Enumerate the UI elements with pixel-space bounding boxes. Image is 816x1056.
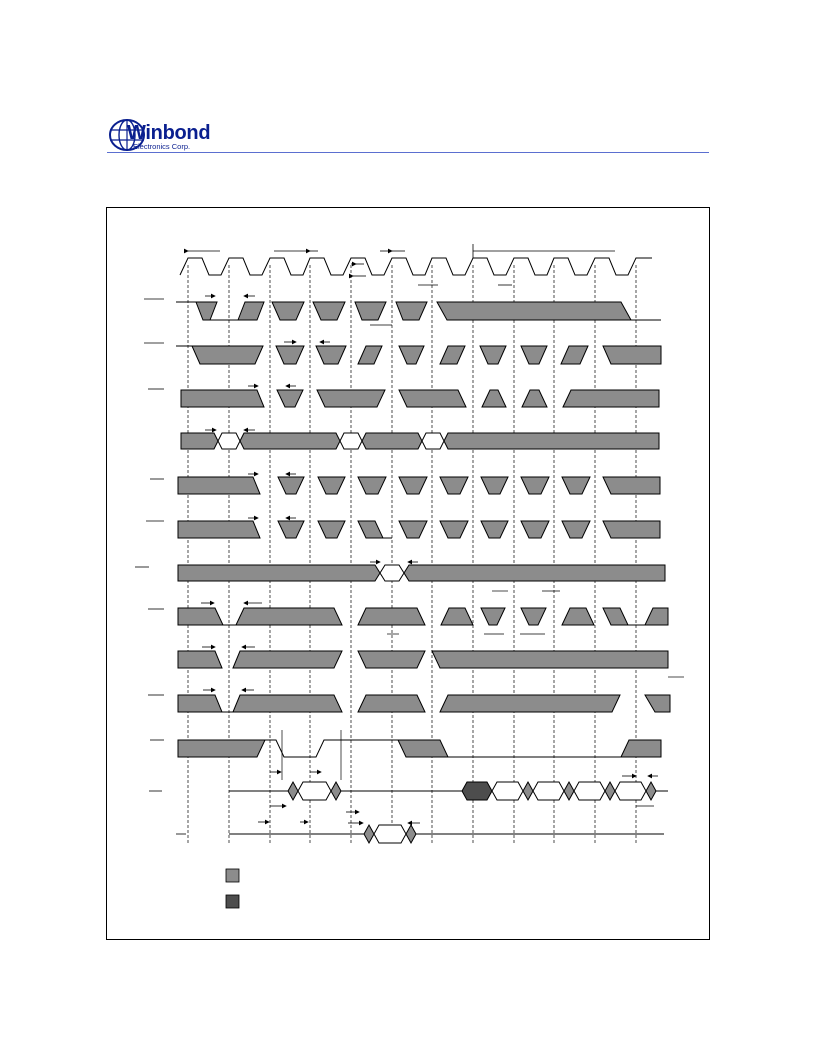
legend-swatch-light [226,869,239,882]
brand-name: Winbond [127,122,211,144]
signal-row-12 [149,782,668,800]
signal-row-8 [148,608,668,634]
signal-row-13 [176,825,664,843]
signal-row-7 [135,565,665,591]
signal-row-11 [150,730,661,780]
signal-row-3 [148,389,659,407]
signal-row-9 [178,651,684,677]
signal-row-2 [144,343,661,364]
legend-swatch-dark [226,895,239,908]
signal-row-5 [150,477,660,494]
clock-signal [180,258,652,275]
signal-row-1 [144,299,661,325]
signal-row-4 [181,433,659,449]
brand-tagline: Electronics Corp. [133,142,191,151]
signal-row-10 [148,695,670,712]
signal-row-6 [146,521,660,538]
legend [226,869,239,908]
